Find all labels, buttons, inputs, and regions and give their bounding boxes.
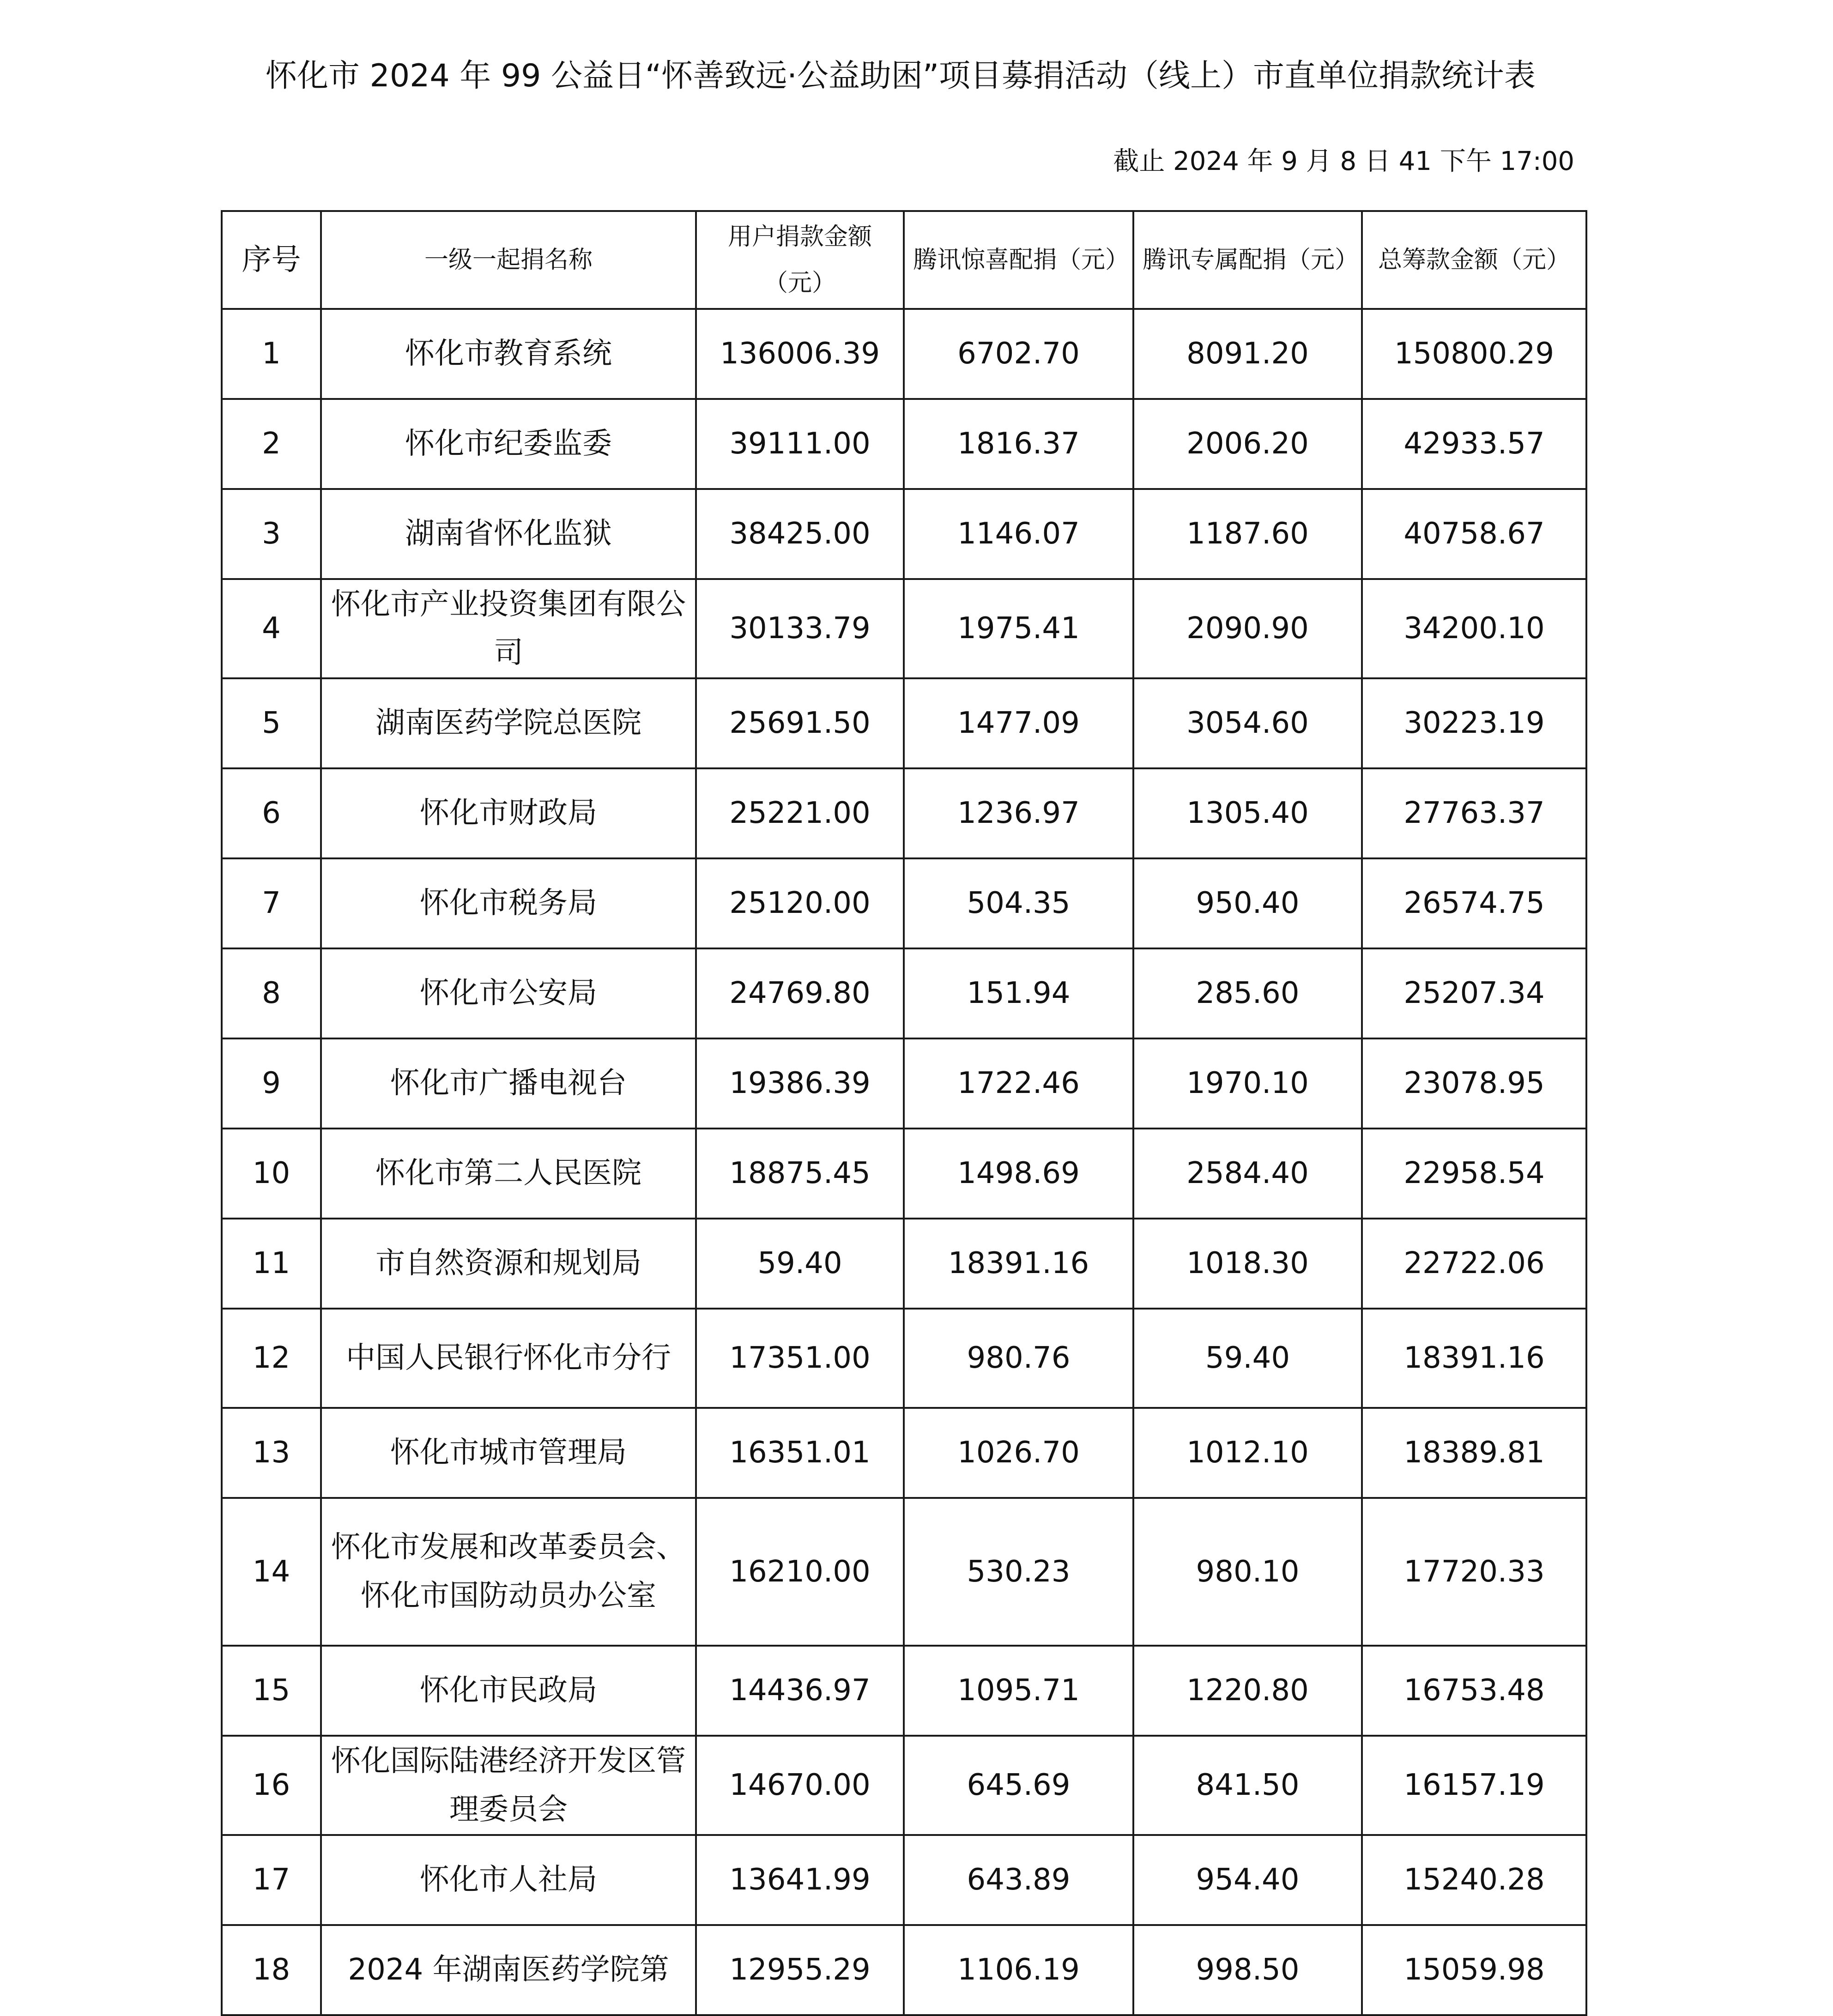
table-row: [222, 1038, 1586, 1129]
cell-name: 怀化市公安局: [321, 948, 696, 1038]
cell-name: 湖南省怀化监狱: [321, 489, 696, 579]
cell-name: 怀化市财政局: [321, 768, 696, 858]
cell-exclusive-match: 998.50: [1133, 1925, 1362, 2015]
cell-name: 2024 年湖南医药学院第: [321, 1925, 696, 2015]
cell-seq: 5: [222, 678, 321, 768]
header-user-amount: 用户捐款金额（元）: [696, 211, 904, 309]
cell-seq: 9: [222, 1038, 321, 1129]
cell-surprise-match: 6702.70: [904, 309, 1133, 399]
cell-user-amount: 17351.00: [696, 1309, 904, 1408]
table-row: [222, 1129, 1586, 1219]
cell-name: 怀化市纪委监委: [321, 399, 696, 489]
cell-name: 怀化国际陆港经济开发区管理委员会: [321, 1736, 696, 1835]
cell-surprise-match: 1095.71: [904, 1646, 1133, 1736]
cell-user-amount: 39111.00: [696, 399, 904, 489]
cell-seq: 11: [222, 1219, 321, 1309]
table-row: [222, 1646, 1586, 1736]
table-row: [222, 948, 1586, 1038]
cell-exclusive-match: 954.40: [1133, 1835, 1362, 1925]
cell-total: 30223.19: [1362, 678, 1586, 768]
cell-seq: 2: [222, 399, 321, 489]
cell-user-amount: 14670.00: [696, 1736, 904, 1835]
cell-total: 22958.54: [1362, 1129, 1586, 1219]
cell-surprise-match: 1477.09: [904, 678, 1133, 768]
cell-exclusive-match: 285.60: [1133, 948, 1362, 1038]
table-row: [222, 1219, 1586, 1309]
donation-table: [221, 210, 1587, 2016]
table-row: [222, 1309, 1586, 1408]
cell-name: 怀化市城市管理局: [321, 1408, 696, 1498]
table-row: [222, 1498, 1586, 1646]
cell-exclusive-match: 2090.90: [1133, 579, 1362, 678]
cell-seq: 3: [222, 489, 321, 579]
cell-total: 34200.10: [1362, 579, 1586, 678]
header-exclusive-match: 腾讯专属配捐（元）: [1133, 211, 1362, 309]
table-row: [222, 1736, 1586, 1835]
cell-user-amount: 14436.97: [696, 1646, 904, 1736]
cell-exclusive-match: 841.50: [1133, 1736, 1362, 1835]
cell-user-amount: 12955.29: [696, 1925, 904, 2015]
cell-name: 怀化市民政局: [321, 1646, 696, 1736]
cell-exclusive-match: 2584.40: [1133, 1129, 1362, 1219]
cell-exclusive-match: 3054.60: [1133, 678, 1362, 768]
cell-total: 16157.19: [1362, 1736, 1586, 1835]
header-seq: 序号: [222, 211, 321, 309]
cell-user-amount: 38425.00: [696, 489, 904, 579]
cell-surprise-match: 530.23: [904, 1498, 1133, 1646]
cell-total: 42933.57: [1362, 399, 1586, 489]
cell-surprise-match: 151.94: [904, 948, 1133, 1038]
cell-total: 26574.75: [1362, 858, 1586, 948]
cell-name: 怀化市人社局: [321, 1835, 696, 1925]
cell-total: 17720.33: [1362, 1498, 1586, 1646]
table-row: [222, 768, 1586, 858]
cell-surprise-match: 1816.37: [904, 399, 1133, 489]
table-header-row: [222, 211, 1586, 309]
cell-exclusive-match: 59.40: [1133, 1309, 1362, 1408]
cell-exclusive-match: 1220.80: [1133, 1646, 1362, 1736]
cell-name: 中国人民银行怀化市分行: [321, 1309, 696, 1408]
cell-surprise-match: 643.89: [904, 1835, 1133, 1925]
cell-seq: 1: [222, 309, 321, 399]
cell-surprise-match: 1722.46: [904, 1038, 1133, 1129]
cell-seq: 4: [222, 579, 321, 678]
cell-exclusive-match: 2006.20: [1133, 399, 1362, 489]
cell-seq: 7: [222, 858, 321, 948]
cell-exclusive-match: 1187.60: [1133, 489, 1362, 579]
cell-user-amount: 136006.39: [696, 309, 904, 399]
cell-surprise-match: 504.35: [904, 858, 1133, 948]
cell-user-amount: 16351.01: [696, 1408, 904, 1498]
cell-total: 22722.06: [1362, 1219, 1586, 1309]
cell-exclusive-match: 1018.30: [1133, 1219, 1362, 1309]
table-row: [222, 678, 1586, 768]
cell-seq: 12: [222, 1309, 321, 1408]
cell-name: 怀化市产业投资集团有限公司: [321, 579, 696, 678]
cell-exclusive-match: 1970.10: [1133, 1038, 1362, 1129]
cell-seq: 15: [222, 1646, 321, 1736]
table-row: [222, 579, 1586, 678]
cell-total: 16753.48: [1362, 1646, 1586, 1736]
cell-user-amount: 18875.45: [696, 1129, 904, 1219]
table-row: [222, 1408, 1586, 1498]
cell-seq: 10: [222, 1129, 321, 1219]
cell-exclusive-match: 1012.10: [1133, 1408, 1362, 1498]
cell-total: 27763.37: [1362, 768, 1586, 858]
header-total: 总筹款金额（元）: [1362, 211, 1586, 309]
cell-total: 25207.34: [1362, 948, 1586, 1038]
cell-exclusive-match: 950.40: [1133, 858, 1362, 948]
cell-seq: 18: [222, 1925, 321, 2015]
cell-user-amount: 25120.00: [696, 858, 904, 948]
cell-name: 怀化市第二人民医院: [321, 1129, 696, 1219]
cell-name: 市自然资源和规划局: [321, 1219, 696, 1309]
table-row: [222, 1925, 1586, 2015]
cell-seq: 13: [222, 1408, 321, 1498]
cell-user-amount: 30133.79: [696, 579, 904, 678]
cell-exclusive-match: 8091.20: [1133, 309, 1362, 399]
cell-seq: 17: [222, 1835, 321, 1925]
cell-total: 15059.98: [1362, 1925, 1586, 2015]
cell-user-amount: 24769.80: [696, 948, 904, 1038]
cell-name: 湖南医药学院总医院: [321, 678, 696, 768]
cutoff-time: 截止 2024 年 9 月 8 日 41 下午 17:00: [1113, 146, 1574, 176]
cell-user-amount: 59.40: [696, 1219, 904, 1309]
cell-user-amount: 25221.00: [696, 768, 904, 858]
table-row: [222, 1835, 1586, 1925]
table-row: [222, 399, 1586, 489]
cell-surprise-match: 1236.97: [904, 768, 1133, 858]
cell-user-amount: 13641.99: [696, 1835, 904, 1925]
cell-name: 怀化市发展和改革委员会、怀化市国防动员办公室: [321, 1498, 696, 1646]
cell-total: 18389.81: [1362, 1408, 1586, 1498]
header-surprise-match: 腾讯惊喜配捐（元）: [904, 211, 1133, 309]
cell-surprise-match: 1146.07: [904, 489, 1133, 579]
cell-seq: 16: [222, 1736, 321, 1835]
table-row: [222, 858, 1586, 948]
cell-surprise-match: 18391.16: [904, 1219, 1133, 1309]
cell-user-amount: 16210.00: [696, 1498, 904, 1646]
cell-surprise-match: 1498.69: [904, 1129, 1133, 1219]
cell-seq: 8: [222, 948, 321, 1038]
cell-name: 怀化市广播电视台: [321, 1038, 696, 1129]
cell-surprise-match: 980.76: [904, 1309, 1133, 1408]
cell-name: 怀化市教育系统: [321, 309, 696, 399]
cell-exclusive-match: 980.10: [1133, 1498, 1362, 1646]
cell-exclusive-match: 1305.40: [1133, 768, 1362, 858]
cell-name: 怀化市税务局: [321, 858, 696, 948]
cell-total: 40758.67: [1362, 489, 1586, 579]
cell-surprise-match: 1975.41: [904, 579, 1133, 678]
cell-total: 23078.95: [1362, 1038, 1586, 1129]
cell-total: 18391.16: [1362, 1309, 1586, 1408]
cell-total: 150800.29: [1362, 309, 1586, 399]
cell-user-amount: 25691.50: [696, 678, 904, 768]
cell-total: 15240.28: [1362, 1835, 1586, 1925]
document-title: 怀化市 2024 年 99 公益日“怀善致远·公益助困”项目募捐活动（线上）市直单位捐款统计表: [265, 58, 1536, 94]
cell-seq: 6: [222, 768, 321, 858]
cell-surprise-match: 645.69: [904, 1736, 1133, 1835]
cell-surprise-match: 1106.19: [904, 1925, 1133, 2015]
cell-surprise-match: 1026.70: [904, 1408, 1133, 1498]
cell-seq: 14: [222, 1498, 321, 1646]
table-row: [222, 489, 1586, 579]
cell-user-amount: 19386.39: [696, 1038, 904, 1129]
header-name: 一级一起捐名称: [321, 211, 696, 309]
table-row: [222, 309, 1586, 399]
